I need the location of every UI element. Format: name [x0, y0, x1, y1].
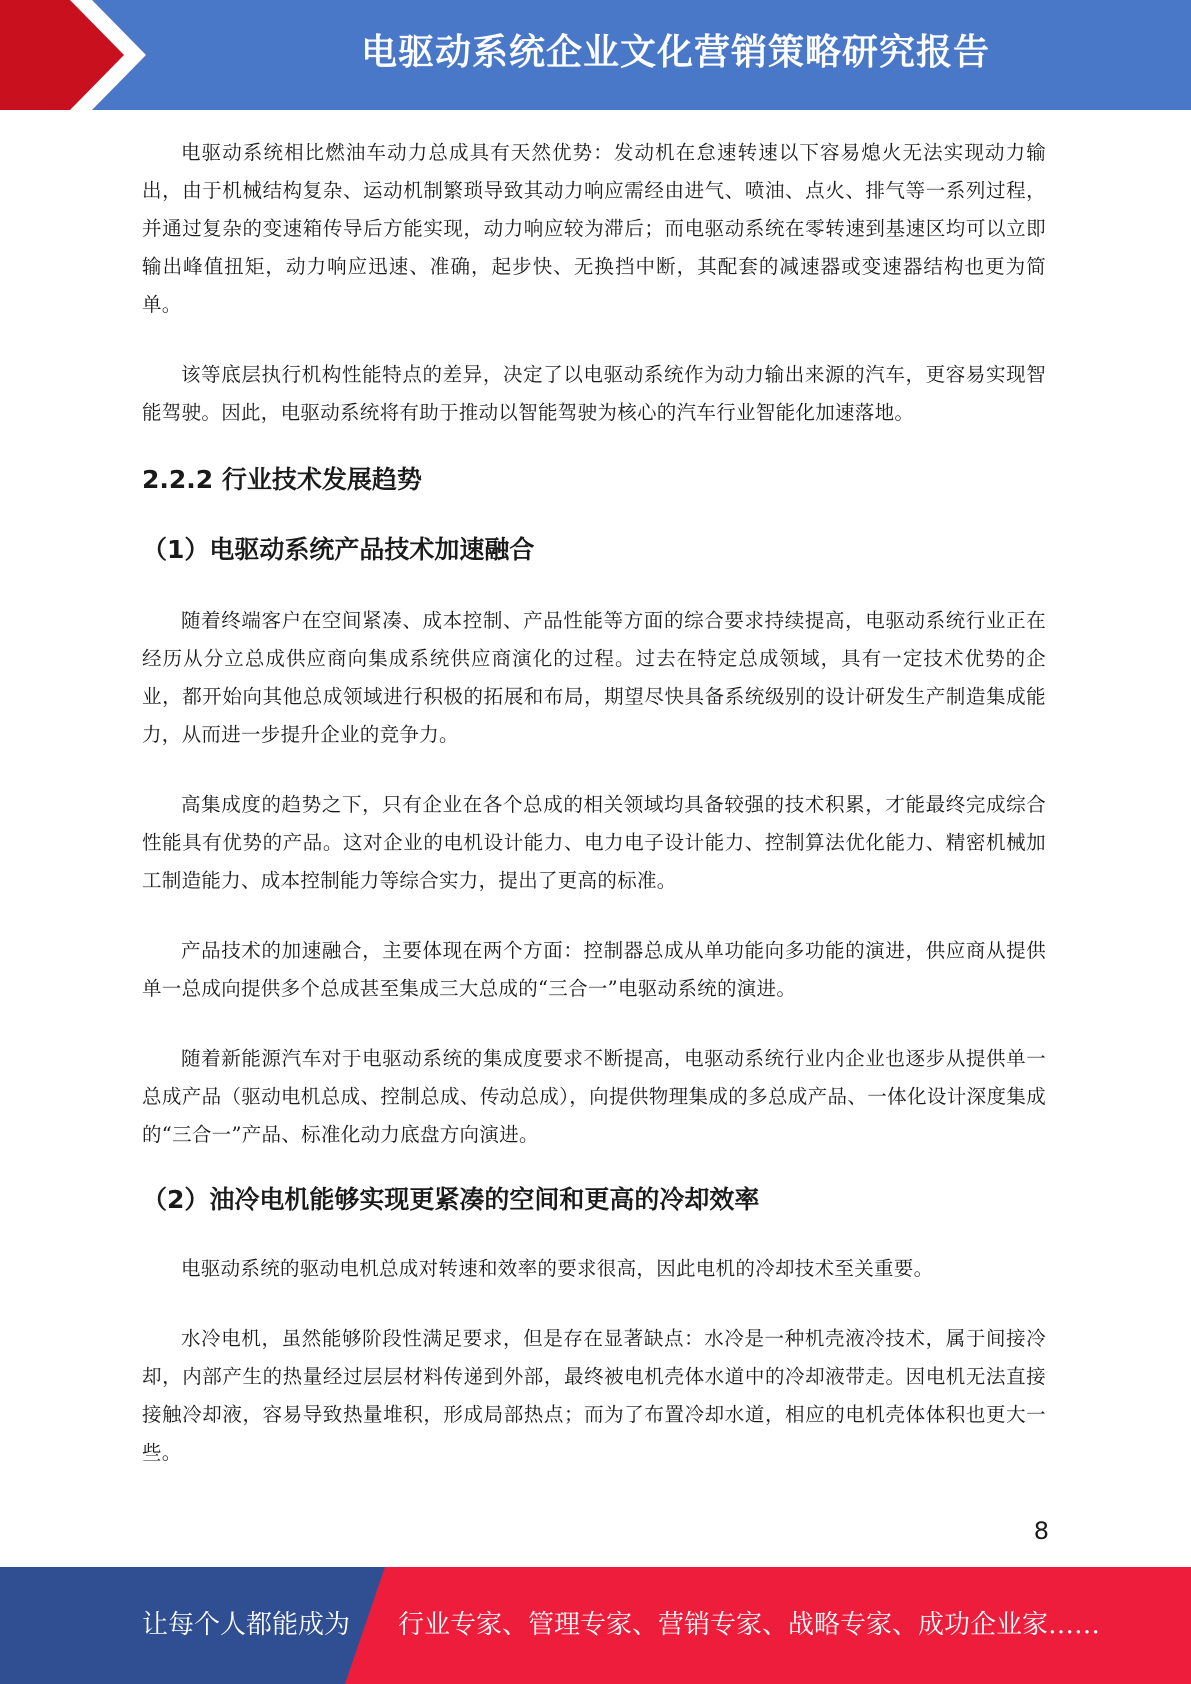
footer-slogan-left: 让每个人都能成为: [142, 1610, 351, 1640]
page-number: 8: [1033, 1517, 1049, 1545]
footer-slogan-right: 行业专家、管理专家、营销专家、战略专家、成功企业家……: [398, 1610, 1101, 1640]
paragraph-6: 随着新能源汽车对于电驱动系统的集成度要求不断提高，电驱动系统行业内企业也逐步从提供单一总成产品（驱动电机总成、控制总成、传动总成），向提供物理集成的多总成产品、一体化设计深度集成的“三合一”产品、标准化动力底盘方向演进。: [142, 1047, 1046, 1146]
page-header: [0, 0, 1191, 110]
subsection-heading-2: （2）油冷电机能够实现更紧凑的空间和更高的冷却效率: [142, 1185, 760, 1214]
paragraph-5: 产品技术的加速融合，主要体现在两个方面：控制器总成从单功能向多功能的演进，供应商从提供单一总成向提供多个总成甚至集成三大总成的“三合一”电驱动系统的演进。: [142, 939, 1046, 1000]
page-footer: [0, 1567, 1191, 1684]
paragraph-3: 随着终端客户在空间紧凑、成本控制、产品性能等方面的综合要求持续提高，电驱动系统行业正在经历从分立总成供应商向集成系统供应商演化的过程。过去在特定总成领域，具有一定技术优势的企业，都开始向其他总成领域进行积极的拓展和布局，期望尽快具备系统级别的设计研发生产制造集成能力，从而进一步提升企业的竞争力。: [142, 609, 1046, 746]
main-content: [142, 134, 1046, 1472]
subsection-heading-1: （1）电驱动系统产品技术加速融合: [142, 535, 535, 564]
section-heading: 2.2.2 行业技术发展趋势: [142, 465, 422, 494]
paragraph-2: 该等底层执行机构性能特点的差异，决定了以电驱动系统作为动力输出来源的汽车，更容易实现智能驾驶。因此，电驱动系统将有助于推动以智能驾驶为核心的汽车行业智能化加速落地。: [142, 363, 1046, 424]
paragraph-8: 水冷电机，虽然能够阶段性满足要求，但是存在显著缺点：水冷是一种机壳液冷技术，属于间接冷却，内部产生的热量经过层层材料传递到外部，最终被电机壳体水道中的冷却液带走。因电机无法直接接触冷却液，容易导致热量堆积，形成局部热点；而为了布置冷却水道，相应的电机壳体体积也更大一些。: [142, 1327, 1046, 1464]
paragraph-4: 高集成度的趋势之下，只有企业在各个总成的相关领域均具备较强的技术积累，才能最终完成综合性能具有优势的产品。这对企业的电机设计能力、电力电子设计能力、控制算法优化能力、精密机械加工制造能力、成本控制能力等综合实力，提出了更高的标准。: [142, 793, 1046, 892]
paragraph-7: 电驱动系统的驱动电机总成对转速和效率的要求很高，因此电机的冷却技术至关重要。: [181, 1257, 934, 1280]
paragraph-1: 电驱动系统相比燃油车动力总成具有天然优势：发动机在怠速转速以下容易熄火无法实现动力输出，由于机械结构复杂、运动机制繁琐导致其动力响应需经由进气、喷油、点火、排气等一系列过程，并通过复杂的变速箱传导后方能实现，动力响应较为滞后；而电驱动系统在零转速到基速区均可以立即输出峰值扭矩，动力响应迅速、准确，起步快、无换挡中断，其配套的减速器或变速器结构也更为简单。: [142, 141, 1046, 316]
report-title: 电驱动系统企业文化营销策略研究报告: [360, 32, 990, 73]
header-arrow-decoration: [0, 0, 170, 110]
